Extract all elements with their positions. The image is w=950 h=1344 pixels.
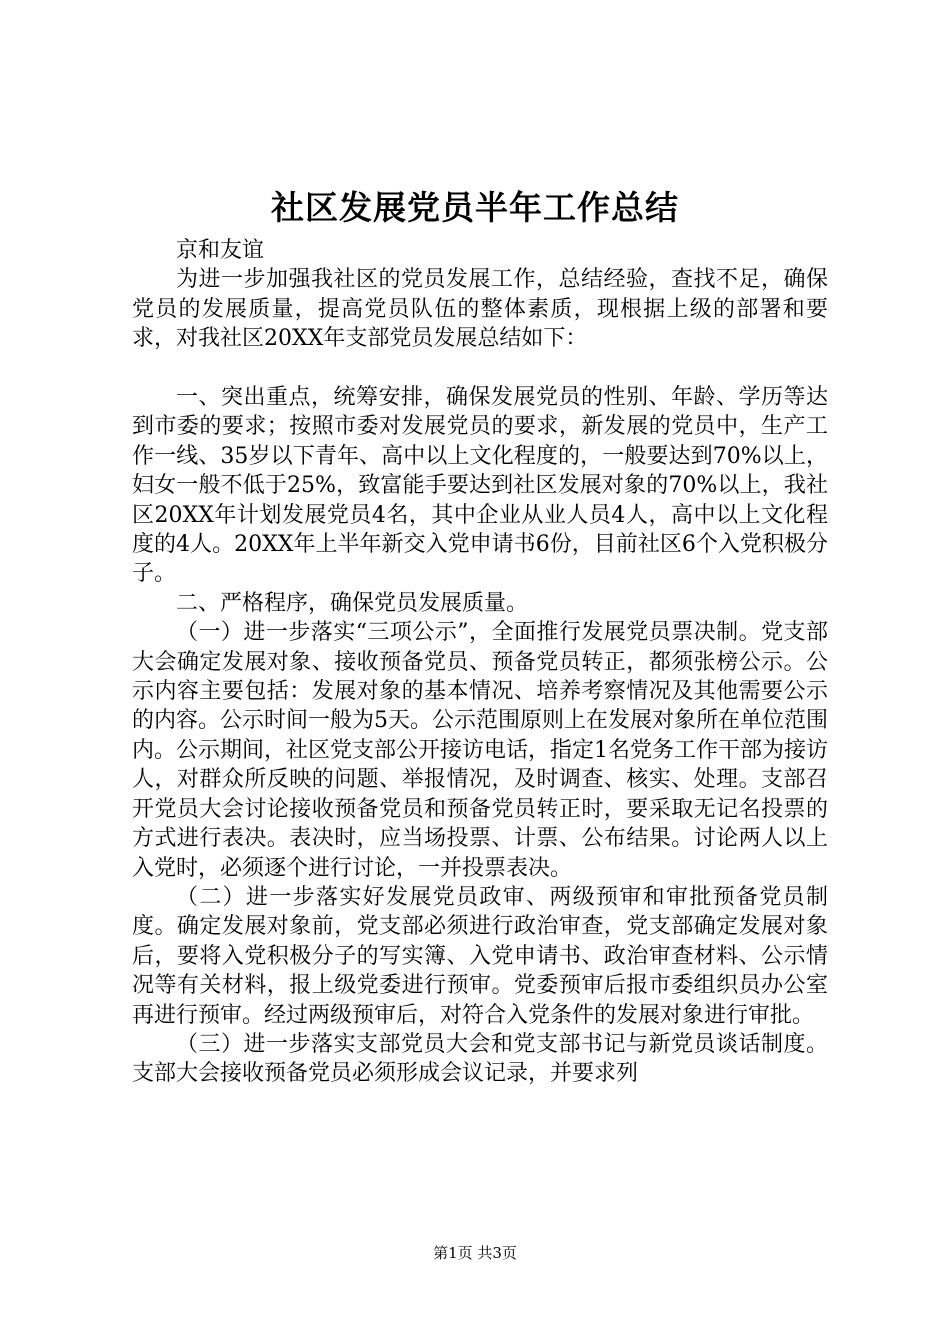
paragraph-subsection-3: （三）进一步落实支部党员大会和党支部书记与新党员谈话制度。支部大会接收预备党员必须形成会议记录，并要求列 xyxy=(132,1031,828,1087)
paragraph-subsection-2: （二）进一步落实好发展党员政审、两级预审和审批预备党员制度。确定发展对象前，党支部必须进行政治审查，党支部确定发展对象后，要将入党积极分子的写实簿、入党申请书、政治审查材料、公示情况等有关材料，报上级党委进行预审。党委预审后报市委组织员办公室再进行预审。经过两级预审后，对符合入党条件的发展对象进行审批。 xyxy=(132,884,828,1028)
blank-line xyxy=(132,354,828,383)
author-line: 京和友谊 xyxy=(176,238,265,263)
document-title: 社区发展党员半年工作总结 xyxy=(271,188,679,227)
paragraph-subsection-1: （一）进一步落实“三项公示”，全面推行发展党员票决制。党支部大会确定发展对象、接收预备党员、预备党员转正，都须张榜公示。公示内容主要包括：发展对象的基本情况、培养考察情况及其他需要公示的内容。公示时间一般为5天。公示范围原则上在发展对象所在单位范围内。公示期间，社区党支部公开接访电话，指定1名党务工作干部为接访人，对群众所反映的问题、举报情况，及时调查、核实、处理。支部召开党员大会讨论接收预备党员和预备党员转正时，要采取无记名投票的方式进行表决。表决时，应当场投票、计票、公布结果。讨论两人以上入党时，必须逐个进行讨论，一并投票表决。 xyxy=(132,620,828,881)
paragraph-intro: 为进一步加强我社区的党员发展工作，总结经验，查找不足，确保党员的发展质量，提高党员队伍的整体素质，现根据上级的部署和要求，对我社区20XX年支部党员发展总结如下： xyxy=(132,267,828,352)
page-footer: 第1页 共3页 xyxy=(433,1244,517,1262)
paragraph-section-2-heading: 二、严格程序，确保党员发展质量。 xyxy=(176,590,529,616)
document-body xyxy=(132,236,828,1089)
paragraph-section-1: 一、突出重点，统筹安排，确保发展党员的性别、年龄、学历等达到市委的要求；按照市委对发展党员的要求，新发展的党员中，生产工作一线、35岁以下青年、高中以上文化程度的，一般要达到70%以上，妇女一般不低于25%，致富能手要达到社区发展对象的70%以上，我社区20XX年计划发展党员4名，其中企业从业人员4人，高中以上文化程度的4人。20XX年上半年新交入党申请书6份，目前社区6个入党积极分子。 xyxy=(132,385,828,587)
